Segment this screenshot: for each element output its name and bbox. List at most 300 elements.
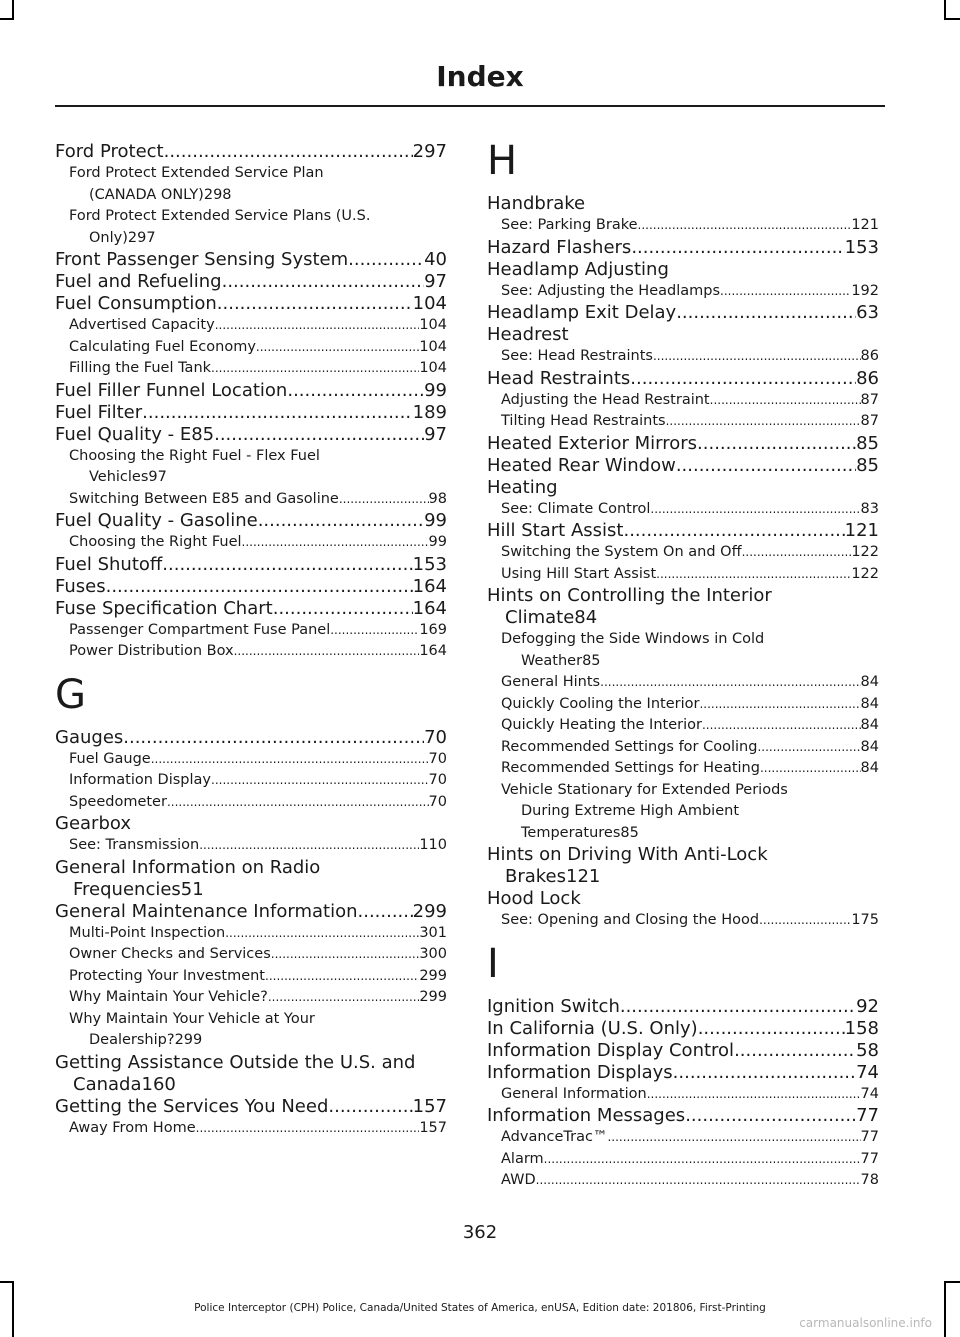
index-subentry	[55, 315, 447, 337]
entry-title-last-line	[55, 879, 447, 901]
page-reference: 153	[844, 236, 879, 258]
entry-title-last-line	[487, 866, 879, 888]
entry-title: See: Head Restraints	[501, 348, 653, 364]
page-reference: 192	[851, 282, 879, 299]
page-reference: 84	[860, 738, 879, 755]
index-entry	[55, 424, 447, 446]
dot-leader	[242, 532, 429, 554]
index-subentry	[55, 923, 447, 945]
dot-leader	[710, 390, 861, 412]
entry-title: Advertised Capacity	[69, 317, 215, 333]
index-entry	[487, 520, 879, 542]
dot-leader	[699, 694, 860, 716]
index-entry	[55, 1052, 447, 1096]
page-reference: 169	[419, 621, 447, 638]
page-reference: 85	[620, 824, 639, 841]
dot-leader	[673, 1062, 856, 1084]
page-reference: 299	[419, 989, 447, 1005]
dot-leader	[653, 346, 861, 368]
entry-title: Ford Protect Extended Service Plans (U.S.	[69, 208, 371, 224]
index-heading: Headrest	[487, 324, 569, 345]
entry-title: Recommended Settings for Heating	[501, 760, 760, 776]
page-reference: 74	[860, 1085, 879, 1102]
dot-leader	[607, 1127, 860, 1149]
dot-leader	[222, 271, 425, 293]
index-entry	[55, 249, 447, 271]
dot-leader	[676, 302, 856, 324]
index-entry	[55, 271, 447, 293]
index-entry	[55, 576, 447, 598]
index-subentry	[55, 770, 447, 792]
page-reference: 97	[424, 271, 447, 292]
entry-title: Speedometer	[69, 793, 167, 810]
dot-leader	[123, 727, 424, 749]
index-heading: Heating	[487, 476, 558, 498]
page-reference: 85	[856, 454, 879, 476]
page-reference: 51	[180, 878, 204, 900]
dot-leader	[211, 358, 419, 380]
page-reference: 121	[566, 866, 601, 887]
entry-title-continued	[501, 801, 879, 823]
entry-title-last-line	[55, 1074, 447, 1096]
entry-title: Why Maintain Your Vehicle at Your	[69, 1010, 315, 1027]
entry-title: Getting Assistance Outside the U.S. and	[55, 1051, 416, 1073]
entry-title: Power Distribution Box	[69, 643, 234, 659]
index-subentry	[55, 620, 447, 642]
entry-title: Recommended Settings for Cooling	[501, 738, 758, 755]
entry-title: Fuel Gauge	[69, 750, 151, 767]
dot-leader	[199, 835, 419, 857]
entry-title: Information Display Control	[487, 1039, 735, 1061]
index-subentry	[55, 641, 447, 663]
crop-mark-top-left	[12, 0, 14, 18]
page-reference: 164	[412, 597, 447, 619]
entry-title: Hints on Controlling the Interior	[487, 585, 772, 606]
entry-title: Ford Protect Extended Service Plan	[69, 165, 324, 181]
index-entry	[55, 554, 447, 576]
dot-leader	[348, 249, 424, 271]
dot-leader	[757, 737, 860, 759]
dot-leader	[697, 433, 856, 455]
page-reference: 298	[203, 186, 232, 203]
page-reference: 104	[419, 360, 447, 376]
entry-title-last-line	[501, 651, 879, 673]
dot-leader	[142, 402, 412, 424]
entry-title: Choosing the Right Fuel	[69, 534, 242, 550]
entry-title: AWD	[501, 1172, 536, 1188]
page-reference: 297	[412, 141, 447, 162]
dot-leader	[759, 910, 851, 932]
index-subentry	[487, 758, 879, 780]
page-reference: 83	[860, 500, 879, 517]
page-reference: 98	[428, 490, 447, 507]
page-reference: 153	[412, 553, 447, 575]
index-entry	[487, 302, 879, 324]
dot-leader	[164, 141, 413, 163]
page-reference: 189	[412, 401, 447, 423]
page-reference: 84	[860, 674, 879, 690]
page-reference: 104	[419, 317, 447, 333]
dot-leader	[271, 944, 420, 966]
index-subentry	[487, 1149, 879, 1171]
dot-leader	[685, 1105, 856, 1127]
entry-title: Quickly Heating the Interior	[501, 717, 702, 733]
entry-title: Hints on Driving With Anti-Lock	[487, 844, 768, 865]
entry-title: Multi-Point Inspection	[69, 924, 226, 941]
dot-leader	[656, 564, 851, 586]
page-title: Index	[436, 60, 524, 93]
page-reference: 85	[582, 652, 601, 669]
index-heading: Headlamp Adjusting	[487, 258, 669, 280]
dot-leader	[214, 424, 424, 446]
index-subentry	[55, 1118, 447, 1140]
page-reference: 87	[860, 413, 879, 429]
entry-title: Heated Exterior Mirrors	[487, 432, 698, 454]
index-entry	[487, 455, 879, 477]
entry-title: Why Maintain Your Vehicle?	[69, 989, 268, 1005]
index-entry	[55, 380, 447, 402]
dot-leader	[258, 510, 424, 532]
dot-leader	[600, 672, 860, 694]
entry-title: Filling the Fuel Tank	[69, 360, 212, 376]
page-reference: 40	[424, 249, 447, 270]
entry-title: Fuses	[55, 575, 106, 597]
dot-leader	[268, 987, 419, 1009]
entry-title: Heated Rear Window	[487, 454, 676, 476]
dot-leader	[234, 641, 420, 663]
index-entry	[55, 857, 447, 901]
crop-mark-bottom-left-h	[0, 1281, 14, 1283]
page-reference: 77	[860, 1150, 879, 1167]
index-subentry	[55, 532, 447, 554]
index-entry	[487, 1105, 879, 1127]
dot-leader	[650, 499, 860, 521]
dot-leader	[720, 281, 851, 303]
index-entry	[487, 1018, 879, 1040]
entry-title-end: Vehicles	[89, 469, 149, 485]
entry-title-end: Frequencies	[73, 878, 181, 900]
page-reference: 77	[856, 1105, 879, 1126]
page-reference: 104	[412, 293, 447, 314]
dot-leader	[106, 576, 413, 598]
entry-title: Gauges	[55, 726, 124, 748]
index-entry	[55, 1096, 447, 1118]
page-reference: 70	[428, 793, 447, 810]
page-reference: 85	[856, 432, 879, 454]
index-subentry	[487, 694, 879, 716]
entry-title: Fuse Specification Chart	[55, 597, 273, 619]
dot-leader	[273, 598, 413, 620]
header-rule	[55, 105, 885, 107]
dot-leader	[742, 542, 852, 564]
index-subentry	[487, 629, 879, 672]
index-subentry	[487, 672, 879, 694]
index-subentry	[55, 944, 447, 966]
dot-leader	[623, 520, 844, 542]
page-reference: 77	[860, 1129, 879, 1145]
index-subentry	[487, 542, 879, 564]
dot-leader	[225, 923, 419, 945]
entry-title: Getting the Services You Need	[55, 1095, 329, 1117]
entry-title: General Hints	[501, 674, 601, 690]
entry-title: Adjusting the Head Restraint	[501, 391, 710, 408]
index-entry	[487, 1062, 879, 1084]
index-subentry	[487, 1170, 879, 1192]
page-reference: 297	[127, 229, 156, 246]
dot-leader	[215, 315, 420, 337]
entry-title: Front Passenger Sensing System	[55, 249, 349, 270]
entry-title-end: Only)	[89, 229, 128, 246]
index-subentry	[55, 1009, 447, 1052]
dot-leader	[287, 380, 424, 402]
entry-title: Fuel Consumption	[55, 293, 217, 314]
entry-title-end: Dealership?	[89, 1032, 175, 1048]
page-reference: 158	[844, 1017, 879, 1039]
page-reference: 84	[860, 760, 879, 776]
dot-leader	[702, 715, 861, 737]
index-entry	[55, 510, 447, 532]
entry-title: Passenger Compartment Fuse Panel	[69, 621, 331, 638]
page-reference: 99	[428, 534, 447, 550]
page-reference: 70	[424, 726, 447, 748]
footer-edition-info: Police Interceptor (CPH) Police, Canada/United States of America, enUSA, Edition date: 201806, First-Printing	[194, 1302, 766, 1314]
page-reference: 92	[856, 995, 879, 1017]
index-subentry	[487, 411, 879, 433]
dot-leader	[734, 1040, 856, 1062]
entry-title: Fuel and Refueling	[55, 271, 222, 292]
dot-leader	[666, 411, 861, 433]
index-entry	[487, 433, 879, 455]
entry-title-last-line	[69, 228, 447, 250]
entry-title: Alarm	[501, 1150, 544, 1167]
dot-leader	[544, 1149, 861, 1171]
index-subentry	[55, 835, 447, 857]
entry-title: Choosing the Right Fuel - Flex Fuel	[69, 447, 320, 464]
page-reference: 300	[419, 946, 447, 962]
entry-title-last-line	[69, 1030, 447, 1052]
section-letter: G	[55, 671, 86, 718]
dot-leader	[638, 215, 852, 237]
page-reference: 84	[860, 717, 879, 733]
entry-title: Hazard Flashers	[487, 236, 632, 258]
index-entry	[55, 293, 447, 315]
index-subentry	[487, 346, 879, 368]
dot-leader	[162, 554, 412, 576]
index-subentry	[55, 337, 447, 359]
index-subentry	[55, 446, 447, 489]
page-reference: 87	[860, 391, 879, 408]
entry-title: Information Displays	[487, 1061, 673, 1083]
page-reference: 122	[851, 544, 879, 560]
index-subentry	[55, 987, 447, 1009]
dot-leader	[760, 758, 861, 780]
dot-leader	[256, 337, 419, 359]
page-reference: 164	[419, 643, 447, 659]
dot-leader	[328, 1096, 412, 1118]
dot-leader	[620, 996, 856, 1018]
entry-title-last-line	[69, 467, 447, 489]
index-entry	[487, 844, 879, 888]
index-entry	[487, 996, 879, 1018]
index-heading: Gearbox	[55, 813, 131, 834]
entry-title: Headlamp Exit Delay	[487, 302, 677, 323]
page-reference: 121	[844, 520, 879, 541]
dot-leader	[698, 1018, 845, 1040]
page-reference: 86	[860, 348, 879, 364]
index-entry	[55, 141, 447, 163]
index-subentry	[487, 281, 879, 303]
page-reference: 164	[412, 575, 447, 597]
entry-title: See: Opening and Closing the Hood	[501, 912, 760, 928]
index-subentry	[487, 737, 879, 759]
page-reference: 121	[851, 217, 879, 233]
entry-title-end: Brakes	[505, 866, 567, 887]
entry-title: Hill Start Assist	[487, 520, 624, 541]
dot-leader	[196, 1118, 420, 1140]
watermark: carmanualsonline.info	[799, 1316, 932, 1330]
index-subentry	[55, 749, 447, 771]
dot-leader	[211, 770, 429, 792]
entry-title: General Information on Radio	[55, 856, 321, 878]
crop-mark-top-right-h	[944, 18, 960, 20]
dot-leader	[647, 1084, 861, 1106]
entry-title: Information Display	[69, 772, 211, 788]
page-reference: 70	[428, 750, 447, 767]
crop-mark-bottom-right-h	[944, 1281, 960, 1283]
page-reference: 122	[851, 565, 879, 582]
entry-title: Information Messages	[487, 1105, 686, 1126]
entry-title: Fuel Quality - Gasoline	[55, 510, 258, 531]
dot-leader	[151, 749, 429, 771]
index-entry	[55, 727, 447, 749]
entry-title-end: Canada	[73, 1073, 142, 1095]
entry-title: General Information	[501, 1085, 647, 1102]
entry-title: AdvanceTrac™	[501, 1129, 608, 1145]
entry-title: Tilting Head Restraints	[501, 413, 666, 429]
entry-title: Head Restraints	[487, 367, 631, 389]
page-reference: 175	[851, 912, 879, 928]
entry-title: Ford Protect	[55, 141, 164, 162]
index-entry	[487, 1040, 879, 1062]
entry-title-end: Temperatures	[521, 824, 621, 841]
entry-title: Switching the System On and Off	[501, 544, 742, 560]
entry-title-last-line	[501, 823, 879, 845]
index-subentry	[55, 163, 447, 206]
crop-mark-top-left-h	[0, 18, 14, 20]
entry-title: See: Climate Control	[501, 500, 651, 517]
dot-leader	[339, 489, 429, 511]
page-reference: 58	[856, 1039, 879, 1061]
entry-title: See: Adjusting the Headlamps	[501, 282, 721, 299]
page-reference: 157	[419, 1119, 447, 1136]
entry-title: Switching Between E85 and Gasoline	[69, 490, 339, 507]
dot-leader	[265, 966, 419, 988]
page-reference: 160	[141, 1073, 176, 1095]
entry-title: Fuel Shutoff	[55, 553, 163, 575]
page-reference: 301	[419, 924, 447, 941]
page-reference: 84	[860, 695, 879, 712]
page-reference: 63	[856, 302, 879, 323]
index-subentry	[55, 966, 447, 988]
entry-title: Fuel Filter	[55, 401, 143, 423]
entry-title: Calculating Fuel Economy	[69, 338, 256, 355]
entry-title-end: Climate	[505, 607, 575, 628]
index-heading: Handbrake	[487, 193, 586, 214]
page-reference: 70	[428, 772, 447, 788]
entry-title: In California (U.S. Only)	[487, 1017, 698, 1039]
index-heading: Hood Lock	[487, 888, 581, 909]
dot-leader	[217, 293, 413, 315]
index-subentry	[487, 910, 879, 932]
entry-title: Away From Home	[69, 1119, 196, 1136]
page-reference: 99	[424, 379, 447, 401]
page-reference: 299	[412, 900, 447, 922]
index-subentry	[487, 1084, 879, 1106]
index-entry	[55, 901, 447, 923]
entry-title: Owner Checks and Services	[69, 946, 271, 962]
index-column-left	[55, 141, 447, 1139]
dot-leader	[358, 901, 413, 923]
index-subentry	[487, 564, 879, 586]
index-entry	[55, 402, 447, 424]
dot-leader	[631, 237, 844, 259]
index-subentry	[55, 358, 447, 380]
entry-title-continued-text: During Extreme High Ambient	[521, 803, 740, 819]
index-subentry	[487, 1127, 879, 1149]
section-letter: H	[487, 138, 518, 184]
index-subentry	[55, 792, 447, 814]
index-subentry	[55, 489, 447, 511]
crop-mark-top-right	[944, 0, 946, 18]
dot-leader	[330, 620, 419, 642]
dot-leader	[167, 792, 429, 814]
entry-title: See: Transmission	[69, 837, 200, 853]
dot-leader	[536, 1170, 861, 1192]
entry-title: Protecting Your Investment	[69, 967, 265, 984]
page-number: 362	[462, 1222, 498, 1243]
page-reference: 299	[419, 967, 447, 984]
entry-title-last-line	[69, 185, 447, 207]
section-letter: I	[487, 940, 499, 987]
index-subentry	[55, 206, 447, 249]
index-entry	[55, 598, 447, 620]
entry-title: General Maintenance Information	[55, 900, 358, 922]
dot-leader	[630, 368, 856, 390]
entry-title: Ignition Switch	[487, 995, 620, 1017]
index-subentry	[487, 780, 879, 845]
entry-title: Quickly Cooling the Interior	[501, 695, 700, 712]
index-entry	[487, 585, 879, 629]
entry-title-end: Weather	[521, 652, 583, 669]
page-reference: 104	[419, 338, 447, 355]
page-reference: 84	[574, 607, 598, 628]
entry-title: Fuel Filler Funnel Location	[55, 379, 288, 401]
dot-leader	[676, 455, 856, 477]
index-subentry	[487, 215, 879, 237]
entry-title: Fuel Quality - E85	[55, 423, 215, 445]
entry-title: See: Parking Brake	[501, 217, 638, 233]
page-reference: 74	[856, 1061, 879, 1083]
entry-title-end: (CANADA ONLY)	[89, 186, 204, 203]
page-reference: 97	[424, 423, 447, 445]
index-subentry	[487, 499, 879, 521]
page-reference: 99	[424, 510, 447, 531]
index-column-right	[487, 138, 879, 1192]
index-subentry	[487, 390, 879, 412]
page-reference: 97	[148, 469, 167, 485]
page-reference: 157	[412, 1095, 447, 1117]
page-reference: 78	[860, 1172, 879, 1188]
